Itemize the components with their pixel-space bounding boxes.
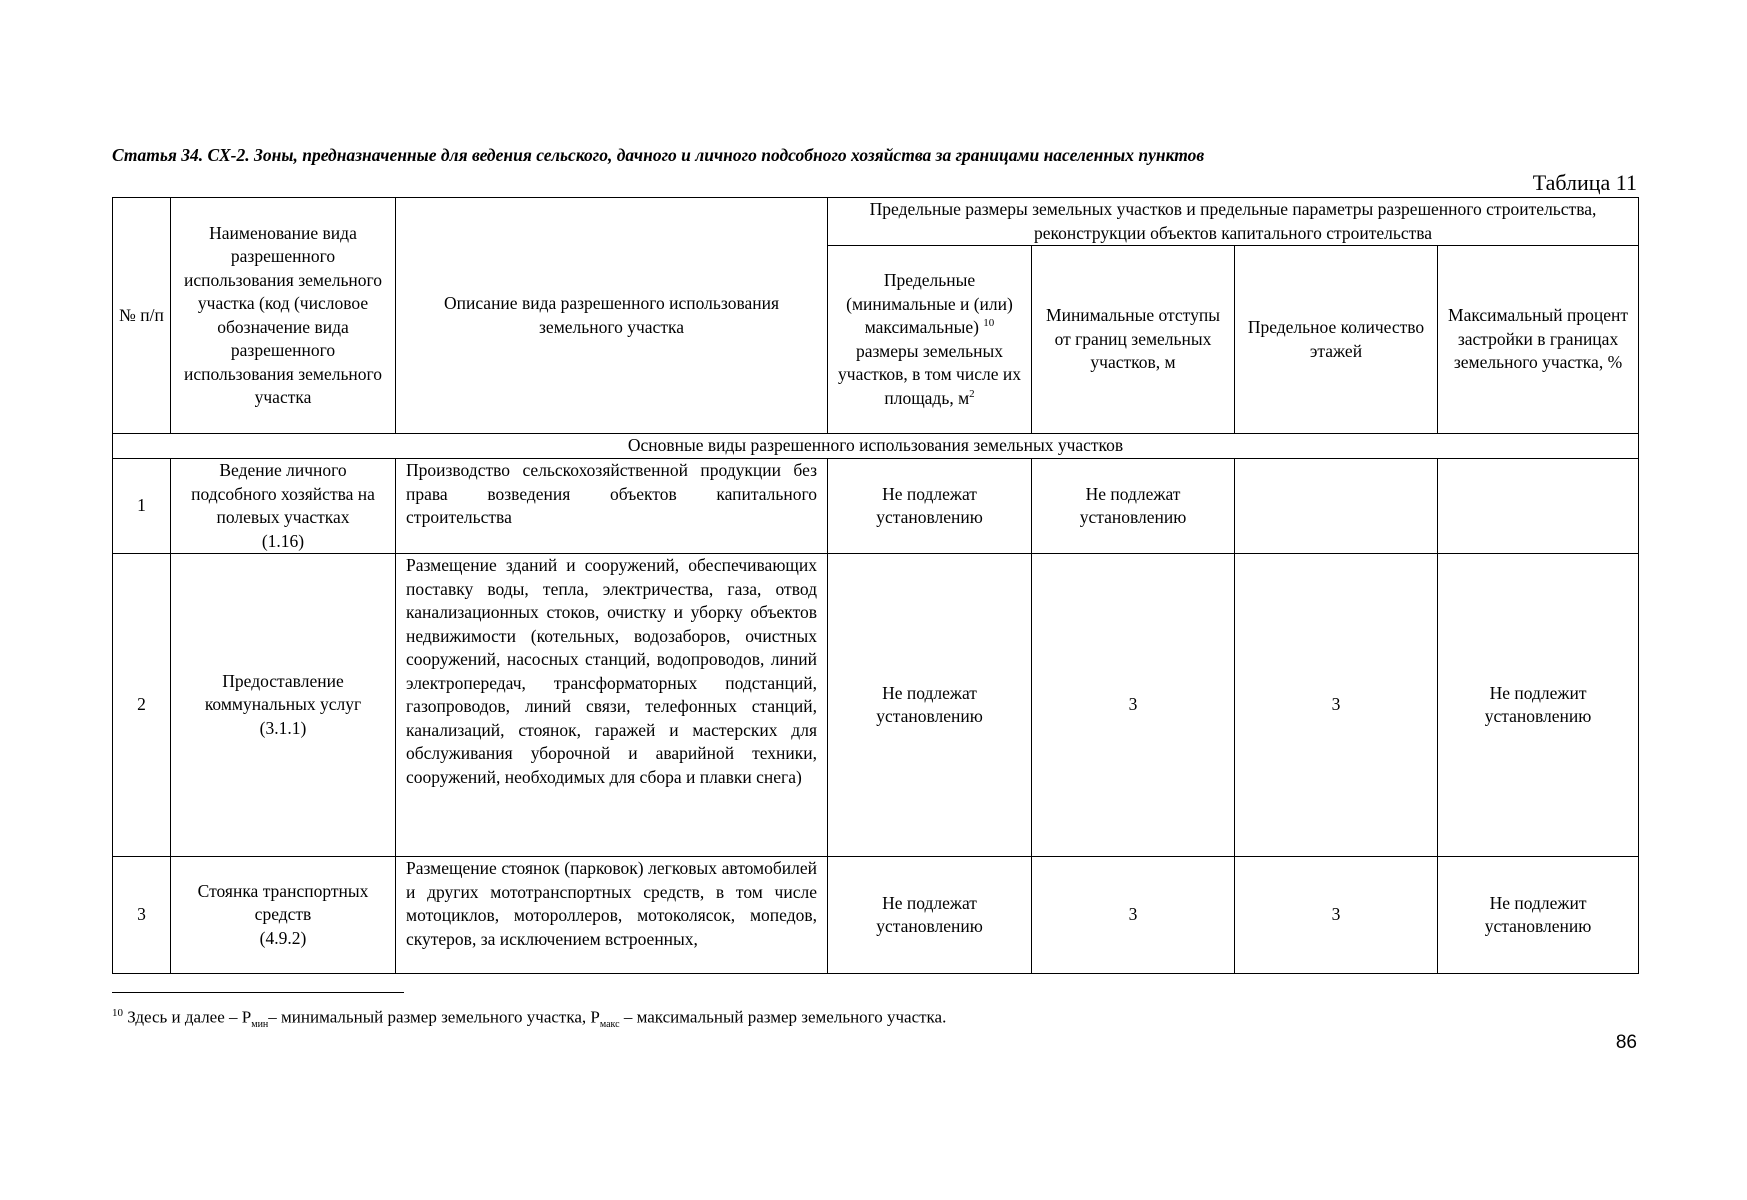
row-setback: 3 bbox=[1032, 554, 1235, 857]
row-num: 1 bbox=[113, 459, 171, 554]
header-setback: Минимальные отступы от границ земельных участков, м bbox=[1032, 246, 1235, 434]
header-size-post: размеры земельных участков, в том числе их площадь, м bbox=[838, 340, 1021, 408]
row-size: Не подлежат установлению bbox=[828, 459, 1032, 554]
row-description: Размещение зданий и сооружений, обеспечивающих поставку воды, тепла, электричества, газа, отвод канализационных стоков, очистку и уборку объектов недвижимости (котельных, водозаборов, очистных сооружений, насосных станций, водопроводов, линий электропередач, трансформаторных подстанций, газопроводов, линий связи, телефонных станций, канализаций, стоянок, гаражей и мастерских для обслуживания уборочной и аварийной техники, сооружений, необходимых для сбора и плавки снега) bbox=[396, 554, 828, 857]
footnote bbox=[112, 1007, 946, 1030]
row-coverage: Не подлежит установлению bbox=[1438, 554, 1639, 857]
header-description: Описание вида разрешенного использования земельного участка bbox=[396, 198, 828, 434]
row-size: Не подлежат установлению bbox=[828, 554, 1032, 857]
row-description-text: Размещение стоянок (парковок) легковых автомобилей и других мототранспортных средств, в том числе мотоциклов, мотороллеров, мотоколясок, мопедов, скутеров, за исключением встроенных, bbox=[406, 858, 817, 949]
row-code: (4.9.2) bbox=[259, 927, 307, 948]
section-row bbox=[113, 434, 1639, 459]
row-setback: 3 bbox=[1032, 857, 1235, 974]
footnote-ref: 10 bbox=[983, 317, 995, 330]
unit-superscript: 2 bbox=[969, 387, 975, 400]
table-label: Таблица 11 bbox=[1532, 170, 1637, 195]
section-label: Основные виды разрешенного использования земельных участков bbox=[113, 434, 1639, 459]
header-size bbox=[828, 246, 1032, 434]
footnote-text-3: – максимальный размер земельного участка. bbox=[619, 1007, 947, 1027]
row-floors: 3 bbox=[1235, 857, 1438, 974]
row-size: Не подлежат установлению bbox=[828, 857, 1032, 974]
header-name: Наименование вида разрешенного использования земельного участка (код (числовое обозначение вида разрешенного использования земельного участка bbox=[171, 198, 396, 434]
header-coverage: Максимальный процент застройки в границах земельного участка, % bbox=[1438, 246, 1639, 434]
header-num: № п/п bbox=[113, 198, 171, 434]
footnote-sub-min: мин bbox=[251, 1019, 269, 1031]
row-code: (3.1.1) bbox=[259, 717, 307, 738]
header-limits-group: Предельные размеры земельных участков и предельные параметры разрешенного строительства, реконструкции объектов капитального строительства bbox=[828, 198, 1639, 246]
zone-parameters-table bbox=[112, 197, 1639, 974]
row-num: 3 bbox=[113, 857, 171, 974]
footnote-separator bbox=[112, 992, 404, 993]
footnote-sub-max: макс bbox=[599, 1019, 620, 1031]
row-coverage: Не подлежит установлению bbox=[1438, 857, 1639, 974]
footnote-text-2: – минимальный размер земельного участка, Р bbox=[268, 1007, 600, 1027]
row-floors bbox=[1235, 459, 1438, 554]
row-coverage bbox=[1438, 459, 1639, 554]
page-number: 86 bbox=[1615, 1032, 1637, 1053]
row-floors: 3 bbox=[1235, 554, 1438, 857]
row-code: (1.16) bbox=[261, 530, 305, 551]
table-header-row bbox=[113, 198, 1639, 246]
row-name bbox=[171, 857, 396, 974]
footnote-text-1: Здесь и далее – Р bbox=[127, 1007, 252, 1027]
header-size-pre: Предельные (минимальные и (или) максимальные) bbox=[846, 270, 1013, 337]
row-name-text: Ведение личного подсобного хозяйства на полевых участках bbox=[191, 460, 375, 527]
footnote-mark: 10 bbox=[112, 1007, 123, 1019]
header-floors: Предельное количество этажей bbox=[1235, 246, 1438, 434]
article-heading: Статья 34. СХ-2. Зоны, предназначенные для ведения сельского, дачного и личного подсобного хозяйства за границами населенных пунктов bbox=[112, 145, 1205, 165]
row-setback: Не подлежат установлению bbox=[1032, 459, 1235, 554]
row-name-text: Стоянка транспортных средств bbox=[197, 880, 369, 925]
table-row bbox=[113, 554, 1639, 857]
row-name bbox=[171, 459, 396, 554]
row-num: 2 bbox=[113, 554, 171, 857]
row-description bbox=[396, 857, 828, 974]
table-row bbox=[113, 857, 1639, 974]
row-name bbox=[171, 554, 396, 857]
table-row bbox=[113, 459, 1639, 554]
row-name-text: Предоставление коммунальных услуг bbox=[204, 670, 362, 715]
row-description: Производство сельскохозяйственной продукции без права возведения объектов капитального строительства bbox=[396, 459, 828, 554]
